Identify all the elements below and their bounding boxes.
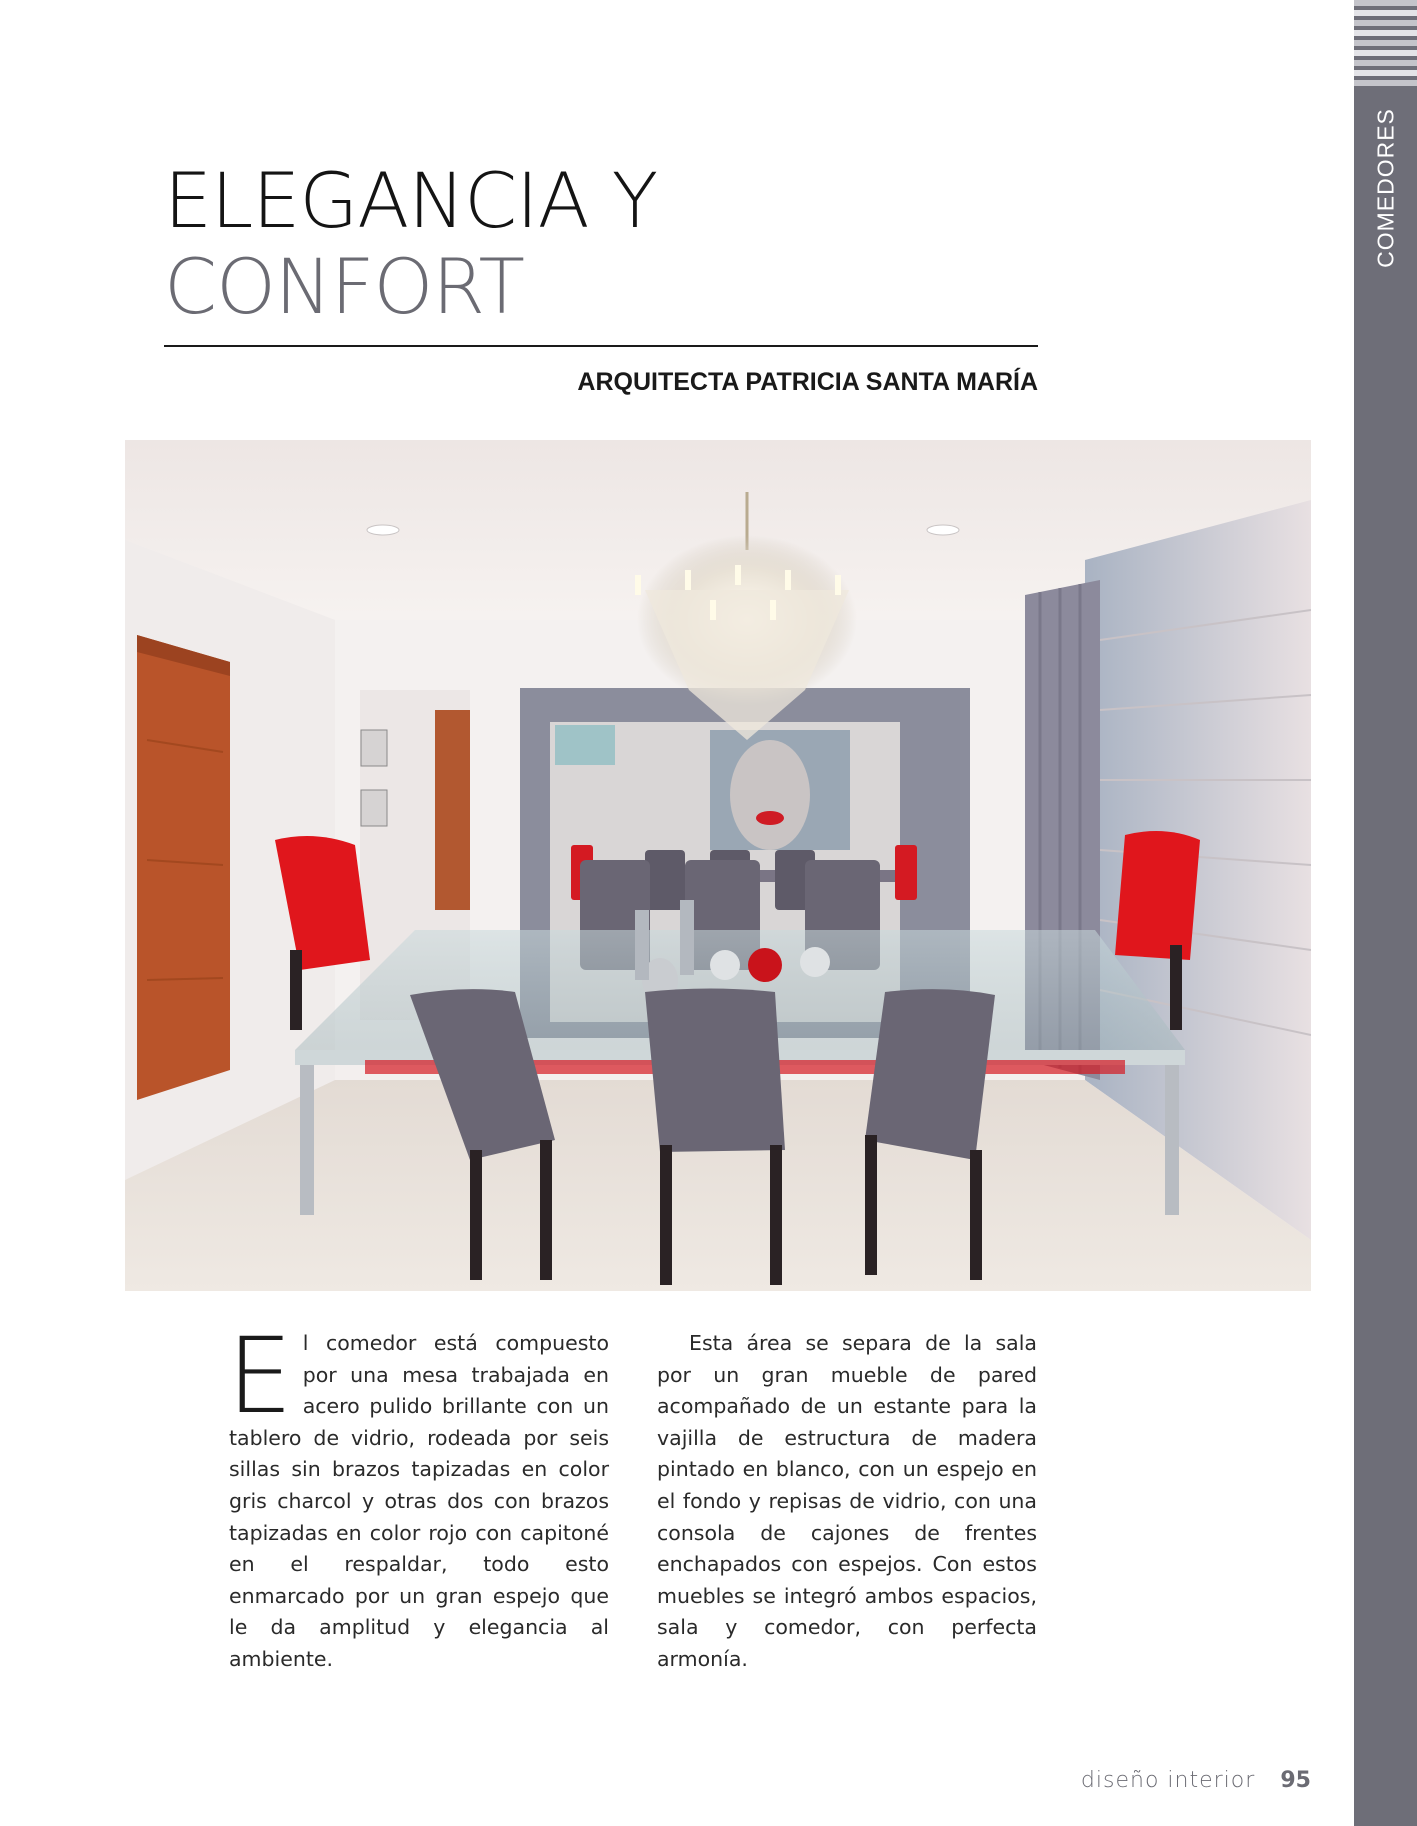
title-line-1: ELEGANCIA Y — [164, 156, 658, 245]
dining-room-photo — [125, 440, 1311, 1291]
article-column-2 — [657, 1328, 1037, 1676]
article-title — [164, 158, 657, 330]
magazine-name: diseño interior — [1080, 1768, 1256, 1793]
column-1-text: l comedor está compuesto por una mesa trabajada en acero pulido brillante con un tablero de vidrio, rodeada por seis sillas sin brazos tapizadas en color gris charcol y otras dos con brazos tapizadas en color rojo con capitoné en el respaldar, todo esto enmarcado por un gran espejo que le da amplitud y elegancia al ambiente. — [229, 1331, 609, 1671]
sidebar — [1354, 0, 1417, 1826]
section-label — [1354, 108, 1417, 268]
title-line-2: CONFORT — [164, 242, 524, 331]
column-2-text: Esta área se separa de la sala por un gran mueble de pared acompañado de un estante para la vajilla de estructura de madera pintado en blanco, con un espejo en el fondo y repisas de vidrio, con una consola de cajones de frentes enchapados con espejos. Con estos muebles se integró ambos espacios, sala y comedor, con perfecta armonía. — [657, 1331, 1037, 1671]
drop-cap: E — [227, 1315, 293, 1437]
section-label-text: COMEDORES — [1372, 108, 1398, 268]
page-footer — [1081, 1768, 1311, 1793]
sidebar-stripes — [1354, 0, 1417, 92]
article-column-1 — [227, 1315, 609, 1676]
byline: ARQUITECTA PATRICIA SANTA MARÍA — [577, 368, 1038, 396]
title-rule — [164, 345, 1038, 347]
page-number: 95 — [1280, 1768, 1311, 1793]
